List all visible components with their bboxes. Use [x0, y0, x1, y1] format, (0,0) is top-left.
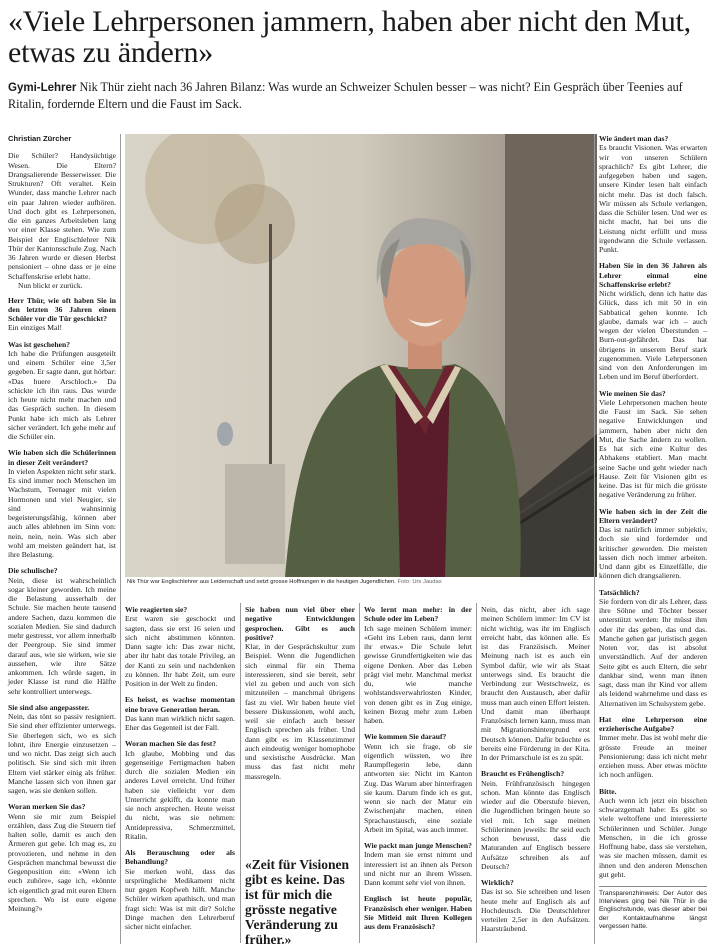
column-5 — [481, 605, 590, 941]
answer: Ich habe die Prüfungen ausgeteilt und einem Schüler eine 3,5er gegeben. Er sagte dann, gut hörbar: «Das huere Arschloch.» Da schickte ich ihn raus. Das wurde ich heute nicht mehr machen und das Gespräch suchen. In diesem Punkt habe ich mich als Lehrer sicher verändert. Ich gehe mehr auf die Schüler ein. — [8, 348, 116, 441]
question: Was ist geschehen? — [8, 339, 71, 349]
question: Sie haben nun viel über eher negative Entwicklungen gesprochen. Gibt es auch positive? — [245, 605, 355, 642]
question: Wirklich? — [481, 878, 514, 887]
question: Die schulische? — [8, 566, 58, 576]
column-rule-2 — [240, 603, 241, 943]
question: Wo lernt man mehr: in der Schule oder im Leben? — [364, 605, 472, 624]
col6-qa — [599, 134, 707, 879]
question: Wie kommen Sie darauf? — [364, 732, 447, 742]
question: Herr Thür, wie oft haben Sie in den letzten 36 Jahren einen Schüler vor die Tür geschickt? — [8, 295, 116, 323]
lead-text: Nik Thür zieht nach 36 Jahren Bilanz: Was wurde an Schweizer Schulen besser – was nicht? Ein Gespräch über Teenies auf Ritalin, fordernde Eltern und die Faust im Sack. — [8, 80, 683, 111]
answer: Immer mehr. Das ist wohl mehr die grösste Freude an meiner Pensionierung: dass ich nicht mehr erziehen muss. Aber etwas möchte ich noch anfügen. — [599, 733, 707, 780]
headline: «Viele Lehrpersonen jammern, haben aber nicht den Mut, etwas zu ändern» — [8, 5, 691, 69]
question: Englisch ist heute populär, Französisch eher weniger. Haben Sie Mitleid mit Ihren Kollegen aus dem Französisch? — [364, 894, 472, 931]
question: Haben Sie in den 36 Jahren als Lehrer einmal eine Schaffenskrise erlebt? — [599, 261, 707, 289]
answer: Ein einziges Mal! — [8, 323, 62, 333]
answer: Wenn ich sie frage, ob sie eigentlich wüssten, wo ihre Raumpflegerin lebe, dann antworten sie: Nicht im Kanton Zug. Das Warum aber hinterfragen sie kaum. Darum finde ich es gut, wenn sie nach der Matur ein Zwischenjahr machen, einen Sprachaustausch, eine soziale Arbeit im Spital, was auch immer. — [364, 741, 472, 834]
column-2 — [125, 605, 235, 938]
answer: In vielen Aspekten nicht sehr stark. Es sind immer noch Menschen im Wachstum, Teenager mit vielen Hormonen und viel Neugier, sie sind wahnsinnig begeisterungsfähig, können aber auch alles ablehnen im Sinn von: nein, nein, nein. Was sich aber wohl am meisten geändert hat, ist ihre Belastung. — [8, 466, 116, 559]
answer: Nein. Frühfranzösisch hingegen schon. Man könnte das Englisch wieder auf die Oberstufe hieven, die Jugendlichen bringen heute so viel mit. Ich sage meinen Schülerinnen jeweils: Ihr seid euch schon bewusst, dass die Maturanden auf Englisch bessere Aufsätze schreiben als auf Deutsch? — [481, 778, 590, 871]
answer: Klar, in der Gesprächskultur zum Beispiel. Wenn die Jugendlichen sich einmal für ein Thema interessieren, sind sie bereit, sehr viel zu geben und auch von sich mitzuteilen – manchmal übrigens fast zu viel. Wir haben heute viel bessere Diskussionen, wohl auch, weil sie einfach auch besser Englisch sprechen als früher. Und dann gibt es im Klassenzimmer auch eindeutig weniger homophobe und sexistische Ausdrücke. Man muss das fast nicht mehr massregeln. — [245, 642, 355, 781]
question: Wie meinen Sie das? — [599, 388, 666, 398]
answer: Nein, diese ist wahrscheinlich sogar kleiner geworden. Ich meine die Belastung ausserhalb der Schule. Sie machen heute tausend andere Sachen, dazu kommen die sozialen Medien. Sie sind dadurch mehr gestresst, vor allem innerhalb der Peergroup. Sie sind immer darauf aus, wie sie wirken, wie sie aussehen, wie ihre Sätze ankommen. Ich würde sagen, in jeder Klasse ist rund die Hälfte sehr kontrolliert unterwegs. — [8, 575, 116, 696]
pull-quote: «Zeit für Visionen gibt es keine. Das ist für mich die grösste negative Veränderung zu früher.» — [245, 857, 350, 947]
answer: Wenn sie mir zum Beispiel erzählen, dass Zug die Steuern tief halten solle, damit es auch den Ärmeren gut gehe. Ich mag es, zu provozieren, und nehme in den Gesprächen manchmal bewusst die Gegenposition ein: «Wenn ich euch zuhöre», sage ich, «könnte ich eigentlich grad mit euren Eltern sprechen. Wo ist eure eigene Meinung?» — [8, 811, 116, 913]
question: Braucht es Frühenglisch? — [481, 769, 565, 779]
column-rule-4 — [476, 603, 477, 943]
question: Hat eine Lehrperson eine erzieherische Aufgabe? — [599, 714, 707, 733]
question: Wie haben sich die Schülerinnen in dieser Zeit verändert? — [8, 448, 116, 467]
question: Woran machen Sie das fest? — [125, 739, 217, 749]
column-rule-5 — [594, 134, 595, 944]
lead — [8, 80, 708, 112]
answer: Nicht wirklich, denn ich hatte das Glück, dass ich mit 50 in ein Sabbatical gehen konnte. Ich glaube, damals war ich – auch wegen der vielen Überstunden – Burn-out-gefährdet. Das hat übrigens in unserem Beruf stark zugenommen. Viele Lehrpersonen sind von den Anforderungen im Leben und im Beruf überfordert. — [599, 289, 707, 382]
question: Woran merken Sie das? — [8, 802, 86, 812]
answer: Sie merken wohl, dass das ursprüngliche Medikament nicht nur gegen Kopfweh hilft. Manche Schüler wirken apathisch, und man fragt sich: Was ist mit dir? Solche Dinge machen den Lehrerberuf sicher nicht einfacher. — [125, 866, 235, 931]
answer: Es braucht Visionen. Was erwarten wir von unseren Schülern sprachlich? Es gibt Lehrer, die aufgegeben haben und sagen, unsere Kinder lesen halt einfach nicht mehr. Das ist doch falsch. Wir müssen als Schule verlangen, dass die Schüler lesen. Und wer es nicht macht, hat bei uns die Leistung nicht erfüllt und muss irgendwann die Schule verlassen. Punkt. — [599, 143, 707, 254]
answer: Nein, das nicht, aber ich sage meinen Schülern immer: Im CV ist nicht wichtig, was ihr im Englisch erreicht habt, das können alle. Es ist das Französisch. Meiner Meinung nach ist es auch ein Symbol dafür, wie wir als Staat unterwegs sind. Es braucht die Verbindung zur Westschweiz, es braucht den Austausch, aber dafür muss man auch einen Effort leisten. Und damit man überhaupt Französisch lernen kann, muss man mit Migrationshintergrund erst Deutsch können. Dafür bräuchte es bereits eine Förderung in der Kita. In der Primarschule ist es zu spät. — [481, 605, 590, 762]
lead-kicker: Gymi-Lehrer — [8, 82, 77, 94]
column-1 — [8, 134, 116, 920]
column-4 — [364, 605, 472, 931]
answer: Ich sage meinen Schülern immer: «Geht ins Leben raus, dann lernt ihr etwas.» Die Schule lehrt gewisse Grundfertigkeiten wie das eigene Denken. Aber das Leben prägt viel mehr. Manchmal merkst du, wie manche wohlstandsverwahrlosten Kinder, von denen gibt es in Zug einige, keinen Bezug mehr zum Leben haben. — [364, 623, 472, 725]
question: Es heisst, es wachse momentan eine brave Generation heran. — [125, 695, 235, 714]
question: Sie sind also angepasster. — [8, 702, 90, 712]
answer: Das kann man wirklich nicht sagen. Eher das Gegenteil ist der Fall. — [125, 713, 235, 732]
answer: Erst waren sie geschockt und sagten, dass sie erst 16 seien und sich nicht abstimmen könnten. Dann sagte ich: Das zwar nicht, aber ihr habt das totale Privileg, an der Kanti zu sein und nachdenken zu können. Ihr habt Zeit, um eure Position in der Welt zu finden. — [125, 614, 235, 688]
answer: Indem man sie ernst nimmt und interessiert ist an ihnen als Person und nicht nur an ihrem Wissen. Dann kommt sehr viel von ihnen. — [364, 850, 472, 887]
caption-text: Nik Thür war Englischlehrer aus Leidenschaft und setzt grosse Hoffnungen in die heutigen Jugendlichen. — [127, 579, 396, 585]
column-6 — [599, 134, 707, 931]
transparency-note: Transparenzhinweis: Der Autor des Interviews ging bei Nik Thür in die Englischstunde, was dieser aber bei der Kontaktaufnahme längst vergessen hatte. — [599, 886, 707, 931]
answer: Das ist natürlich immer subjektiv, doch sie sind fordernder und kritischer geworden. Die meisten lassen dich noch immer arbeiten. Und dann gibt es Einzelfälle, die können dich drangsalieren. — [599, 525, 707, 581]
question: Wie packt man junge Menschen? — [364, 841, 472, 850]
answer: Auch wenn ich jetzt ein bisschen schwarzgemalt habe: Es gibt so viele weltoffene und interessierte Schülerinnen und Schüler. Junge Menschen, in die ich grosse Hoffnung habe, dass sie verstehen, was sie machen müssen, damit es ihnen und den anderen Menschen gut geht. — [599, 795, 707, 879]
question: Wie haben sich in der Zeit die Eltern verändert? — [599, 506, 707, 525]
portrait-photo — [125, 134, 597, 577]
column-3 — [245, 605, 355, 788]
answer: Sie fordern von dir als Lehrer, dass ihre Söhne und Töchter besser unterstützt werden: Ihr müsst ihm oder ihr das geben, das und das. Manche gehen gar juristisch gegen Noten vor, das ist absolut unverständlich. Auf der anderen Seite gibt es auch Eltern, die sehr dankbar sind, wenn man ihnen sagt, dass man ihr Kind vor allem als leidend wahrnehme und dass es Alternativen im Schulsystem gebe. — [599, 596, 707, 708]
intro-text: Die Schüler? Handysüchtige Wesen. Die Eltern? Drangsalierende Besserwisser. Die Strukturen? Oft veraltet. Kein Wunder, dass manche Lehrer nach ein paar Jahren wieder aufhören. Und doch gibt es Lehrpersonen, die ein ganzes Arbeitsleben lang vor einer Klasse stehen. Wie zum Beispiel der Englischlehrer Nik Thür der Kantonsschule Zug. Nach 36 Jahren wurde er diesen Herbst pensioniert – ohne dass er je eine Schaffenskrise erlebt hatte. — [8, 151, 116, 281]
question: Bitte. — [599, 786, 617, 796]
column-rule-1 — [120, 134, 121, 944]
intro-end: Nun blickt er zurück. — [18, 280, 83, 290]
answer: Viele Lehrpersonen machen heute die Faust im Sack. Sie sehen negative Entwicklungen und jammern, haben aber nicht den Mut, die Sache ändern zu wollen. Es hat sich eine Kultur des Abhakens etabliert. Man macht seine Sache und geht wieder nach Hause. Zeit für Visionen gibt es keine. Das ist für mich die grösste negative Veränderung zu früher. — [599, 397, 707, 500]
column-rule-3 — [359, 603, 360, 943]
question: Als Berauschung oder als Behandlung? — [125, 848, 235, 867]
photo-credit: Foto: Urs Jaudas — [397, 579, 442, 585]
photo-caption — [127, 579, 597, 585]
question: Wie ändert man das? — [599, 134, 669, 143]
answer: Das ist so. Sie schreiben und lesen heute mehr auf Englisch als auf Hochdeutsch. Die Deutschlehrer verteilen 2,5er in den Aufsätzen. Haarsträubend. — [481, 887, 590, 934]
author-byline: Christian Zürcher — [8, 134, 72, 143]
answer: Nein, das tönt so passiv resigniert. Sie sind eher effizienter unterwegs. Sie überlegen sich, wo es sich lohnt, ihre Energie einzusetzen – und wo nicht. Das zeigt sich auch politisch. Sie sind sich mit ihren Eltern viel stärker einig als früher. Manche lassen sich von ihnen gar sagen, was sie denken sollen. — [8, 712, 116, 795]
question: Wie reagierten sie? — [125, 605, 188, 614]
answer: Ich glaube, Mobbing und das gegenseitige Fertigmachen haben durch die sozialen Medien ein anderes Level erreicht. Und früher haben sie vielleicht vor dem Unterricht gekifft, da konnte man sie noch ansprechen. Heute weisst du nicht, was sie nehmen: Antidepressiva, Schmerzmittel, Ritalin. — [125, 748, 235, 841]
question: Tatsächlich? — [599, 587, 640, 597]
col1-qa — [8, 296, 116, 914]
